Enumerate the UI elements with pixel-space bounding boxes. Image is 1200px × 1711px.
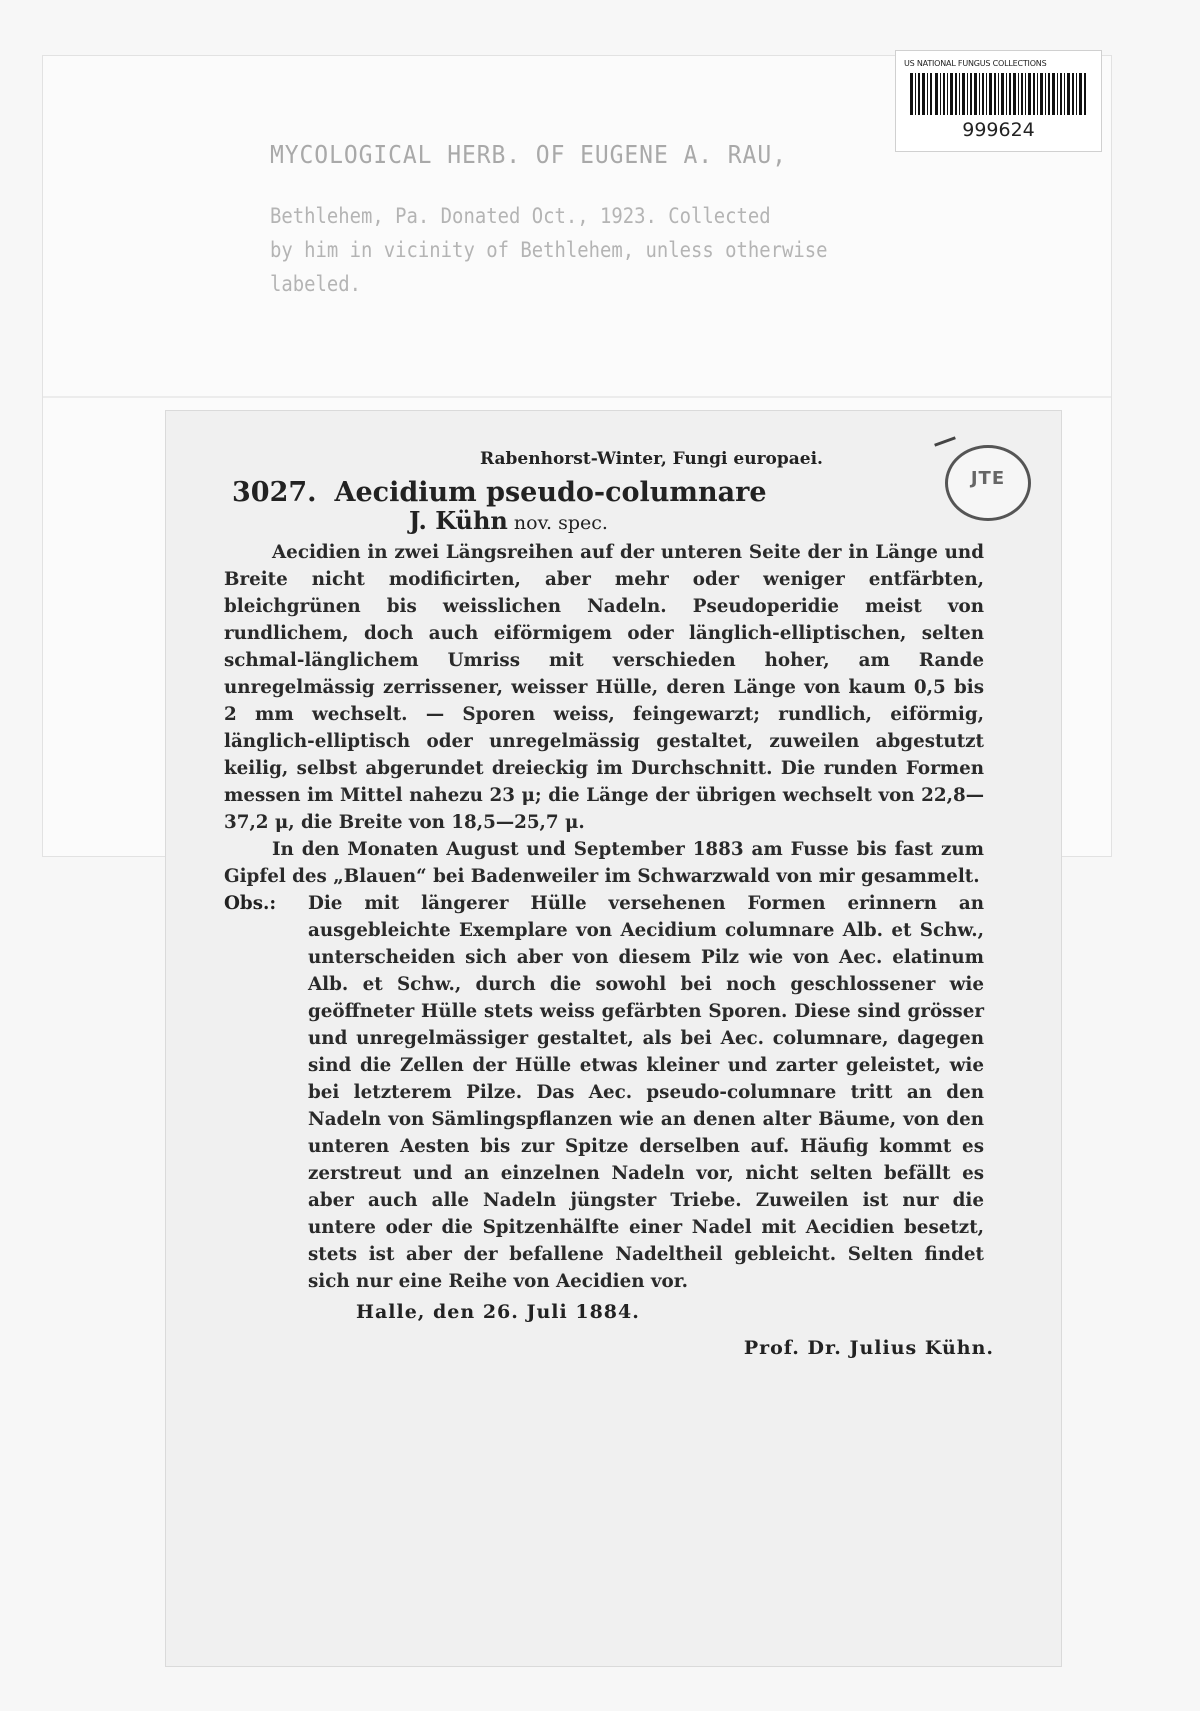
species-title [232, 477, 984, 508]
circular-seal [945, 445, 1031, 521]
herbarium-stamp [270, 140, 910, 301]
seal-text: JTE [970, 468, 1006, 489]
species-author [409, 506, 984, 535]
signature: Prof. Dr. Julius Kühn. [743, 1337, 994, 1359]
description-paragraph: Aecidien in zwei Längsreihen auf der unteren Seite der in Länge und Breite nicht modificirten, aber mehr oder weniger entfärbten, bleichgrünen bis weisslichen Nadeln. Pseudoperidie meist von rundlichem, doch auch eiförmigem oder länglich-elliptischen, selten schmal-länglichem Umriss mit verschieden hoher, am Rande unregelmässig zerrissener, weisser Hülle, deren Länge von kaum 0,5 bis 2 mm wechselt. — Sporen weiss, feingewarzt; rundlich, eiförmig, länglich-elliptisch oder unregelmässig gestaltet, zuweilen abgestutzt keilig, selbst abgerundet dreieckig im Durchschnitt. Die runden Formen messen im Mittel nahezu 23 μ; die Länge der übrigen wechselt von 22,8—37,2 μ, die Breite von 18,5—25,7 μ. [224, 542, 984, 833]
envelope-fold [43, 396, 1111, 398]
stamp-body [270, 199, 846, 301]
stamp-line: labeled. [270, 272, 362, 296]
description-block [224, 539, 984, 890]
observation-block [224, 890, 984, 1295]
barcode-number: 999624 [962, 119, 1035, 141]
author-name: J. Kühn [409, 506, 508, 535]
series-title: Rabenhorst-Winter, Fungi europaei. [480, 449, 823, 469]
barcode-institution: US NATIONAL FUNGUS COLLECTIONS [904, 59, 1047, 68]
barcode-icon [910, 73, 1086, 115]
obs-label: Obs.: [224, 893, 277, 914]
exsiccata-number: 3027. [232, 477, 317, 508]
place-date: Halle, den 26. Juli 1884. [356, 1301, 640, 1323]
stamp-line: Bethlehem, Pa. Donated Oct., 1923. Collected [270, 204, 771, 228]
species-name: Aecidium pseudo-columnare [334, 477, 767, 508]
obs-text: Die mit längerer Hülle versehenen Formen erinnern an ausgebleichte Exemplare von Aecidium columnare Alb. et Schw., unterscheiden sich aber von diesem Pilz wie von Aec. elatinum Alb. et Schw., durch die sowohl bei noch geschlossener wie geöffneter Hülle stets weiss gefärbten Sporen. Diese sind grösser und unregelmässiger gestaltet, als bei Aec. columnare, dagegen sind die Zellen der Hülle etwas kleiner und zarter geleistet, wie bei letzterem Pilze. Das Aec. pseudo-columnare tritt an den Nadeln von Sämlingspflanzen wie an denen alter Bäume, von den unteren Aesten bis zur Spitze derselben auf. Häufig kommt es zerstreut und an einzelnen Nadeln vor, nicht selten befällt es aber auch alle Nadeln jüngster Triebe. Zuweilen ist nur die untere oder die Spitzenhälfte einer Nadel mit Aecidien besetzt, stets ist aber der befallene Nadeltheil gebleicht. Selten findet sich nur eine Reihe von Aecidien vor. [308, 893, 984, 1292]
species-status: nov. spec. [513, 512, 608, 534]
barcode-label [895, 50, 1102, 152]
stamp-line: by him in vicinity of Bethlehem, unless otherwise [270, 238, 828, 262]
exsiccata-label [165, 410, 1062, 1667]
collection-paragraph: In den Monaten August und September 1883 am Fusse bis fast zum Gipfel des „Blauen“ bei Badenweiler im Schwarzwald von mir gesammelt. [224, 839, 984, 887]
stamp-heading: MYCOLOGICAL HERB. OF EUGENE A. RAU, [270, 140, 787, 169]
